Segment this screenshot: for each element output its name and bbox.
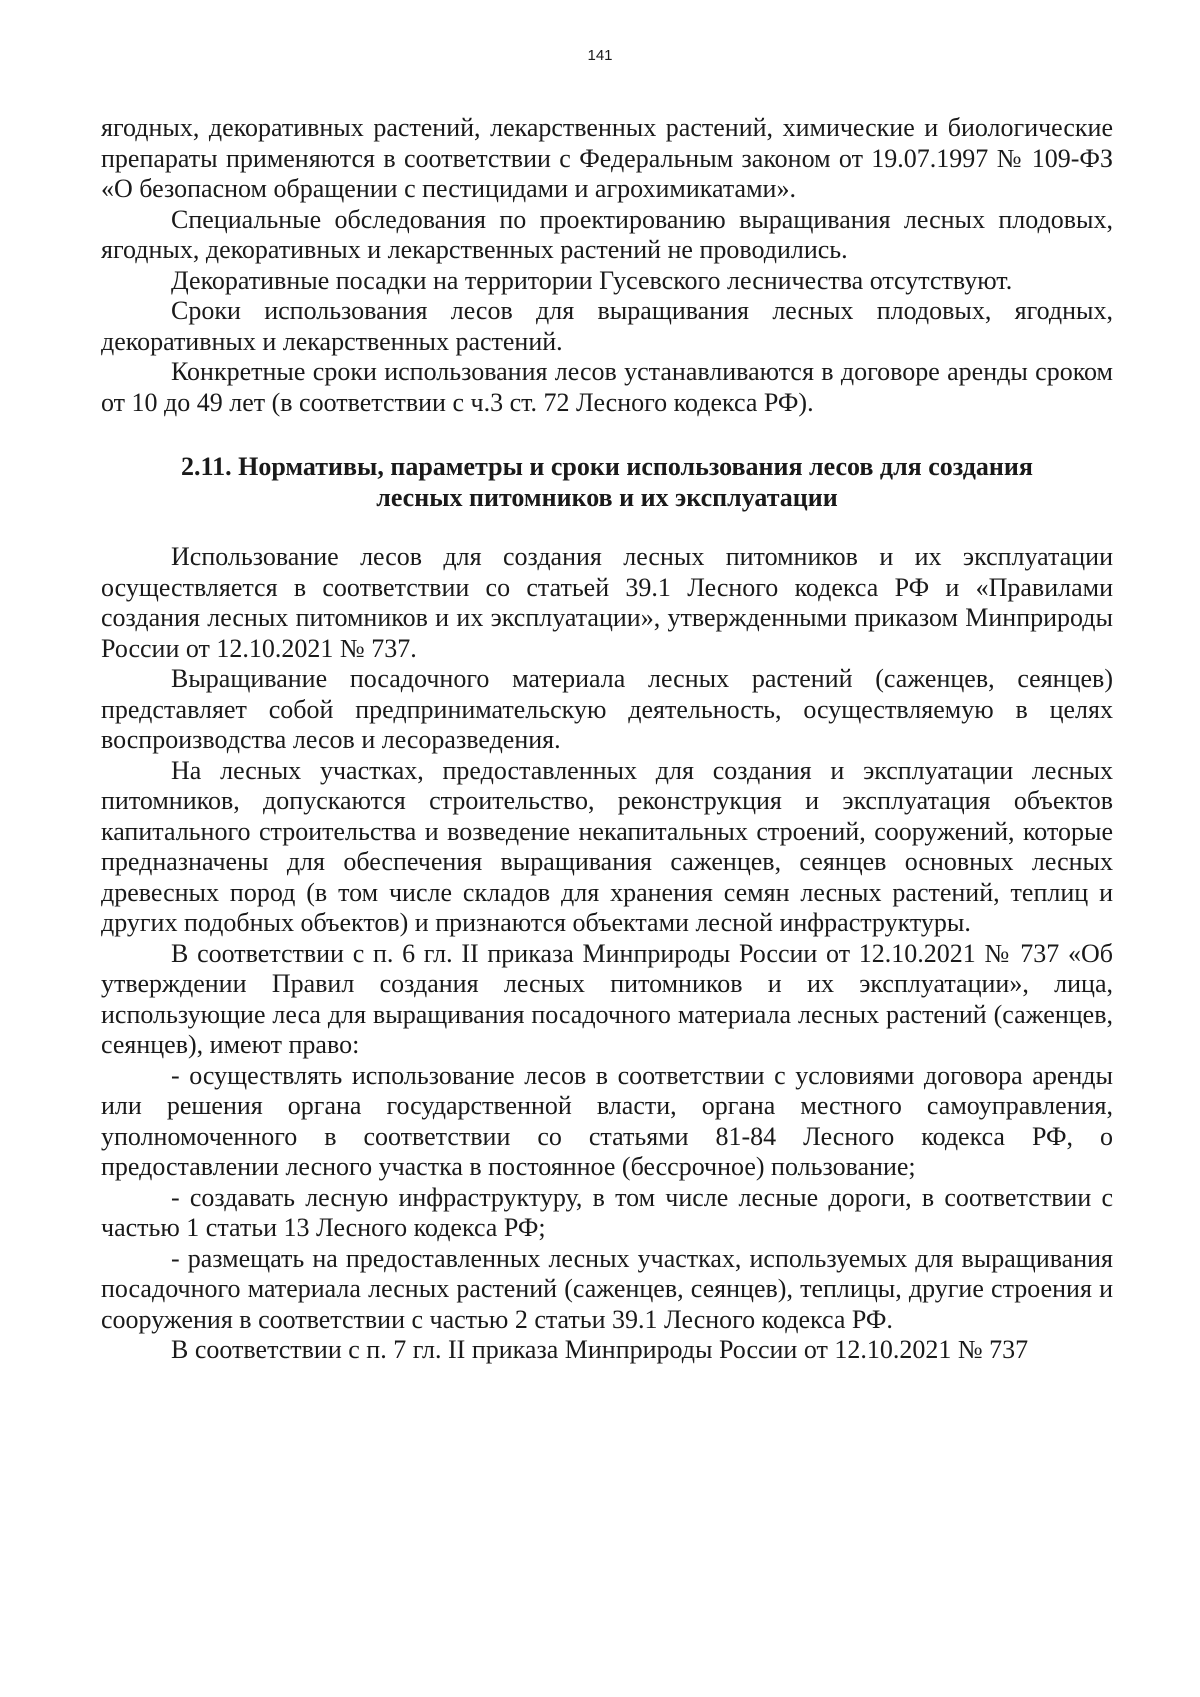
paragraph-rights-intro: В соответствии с п. 6 гл. II приказа Минприроды России от 12.10.2021 № 737 «Об утверждении Правил создания лесных питомников и их эксплуатации», лица, использующие леса для выращивания посадочного материала лесных растений (саженцев, сеянцев), имеют право: — [101, 938, 1113, 1059]
paragraph-lease-terms: Конкретные сроки использования лесов устанавливаются в договоре аренды сроком от 10 до 49 лет (в соответствии с ч.3 ст. 72 Лесного кодекса РФ). — [101, 357, 1113, 417]
page-number: 141 — [587, 47, 613, 64]
paragraph-closing: В соответствии с п. 7 гл. II приказа Минприроды России от 12.10.2021 № 737 — [171, 1335, 1029, 1364]
list-item: - осуществлять использование лесов в соответствии с условиями договора аренды или решения органа государственной власти, органа местного самоуправления, уполномоченного в соответствии со статьями 81-84 Лесного кодекса РФ, о предоставлении лесного участка в постоянное (бессрочное) пользование; — [101, 1060, 1113, 1181]
paragraph-decorative-plantings: Декоративные посадки на территории Гусевского лесничества отсутствуют. — [171, 265, 1013, 295]
paragraph-continued: ягодных, декоративных растений, лекарственных растений, химические и биологические препараты применяются в соответствии с Федеральным законом от 19.07.1997 № 109-ФЗ «О безопасном обращении с пестицидами и агрохимикатами». — [101, 113, 1113, 203]
paragraph-special-surveys: Специальные обследования по проектированию выращивания лесных плодовых, ягодных, декоративных и лекарственных растений не проводились. — [101, 204, 1113, 264]
paragraph-nursery-usage: Использование лесов для создания лесных питомников и их эксплуатации осуществляется в соответствии со статьей 39.1 Лесного кодекса РФ и «Правилами создания лесных питомников и их эксплуатации», утвержденными приказом Минприроды России от 12.10.2021 № 737. — [101, 542, 1113, 663]
paragraph-usage-terms-heading: Сроки использования лесов для выращивания лесных плодовых, ягодных, декоративных и лекарственных растений. — [101, 296, 1113, 356]
section-heading-line2: лесных питомников и их эксплуатации — [376, 483, 838, 512]
list-item: - размещать на предоставленных лесных участках, используемых для выращивания посадочного материала лесных растений (саженцев, сеянцев), теплицы, другие строения и сооружения в соответствии с частью 2 статьи 39.1 Лесного кодекса РФ. — [101, 1243, 1113, 1334]
list-item: - создавать лесную инфраструктуру, в том числе лесные дороги, в соответствии с частью 1 статьи 13 Лесного кодекса РФ; — [101, 1182, 1113, 1242]
paragraph-planting-material: Выращивание посадочного материала лесных растений (саженцев, сеянцев) представляет собой предпринимательскую деятельность, осуществляемую в целях воспроизводства лесов и лесоразведения. — [101, 664, 1113, 754]
section-heading — [101, 451, 1113, 513]
document-body — [101, 113, 1113, 1366]
paragraph-infrastructure: На лесных участках, предоставленных для создания и эксплуатации лесных питомников, допускаются строительство, реконструкция и эксплуатация объектов капитального строительства и возведение некапитальных строений, сооружений, которые предназначены для обеспечения выращивания саженцев, сеянцев основных лесных древесных пород (в том числе складов для хранения семян лесных растений, теплиц и других подобных объектов) и признаются объектами лесной инфраструктуры. — [101, 755, 1113, 937]
section-heading-line1: 2.11. Нормативы, параметры и сроки использования лесов для создания — [181, 452, 1033, 481]
